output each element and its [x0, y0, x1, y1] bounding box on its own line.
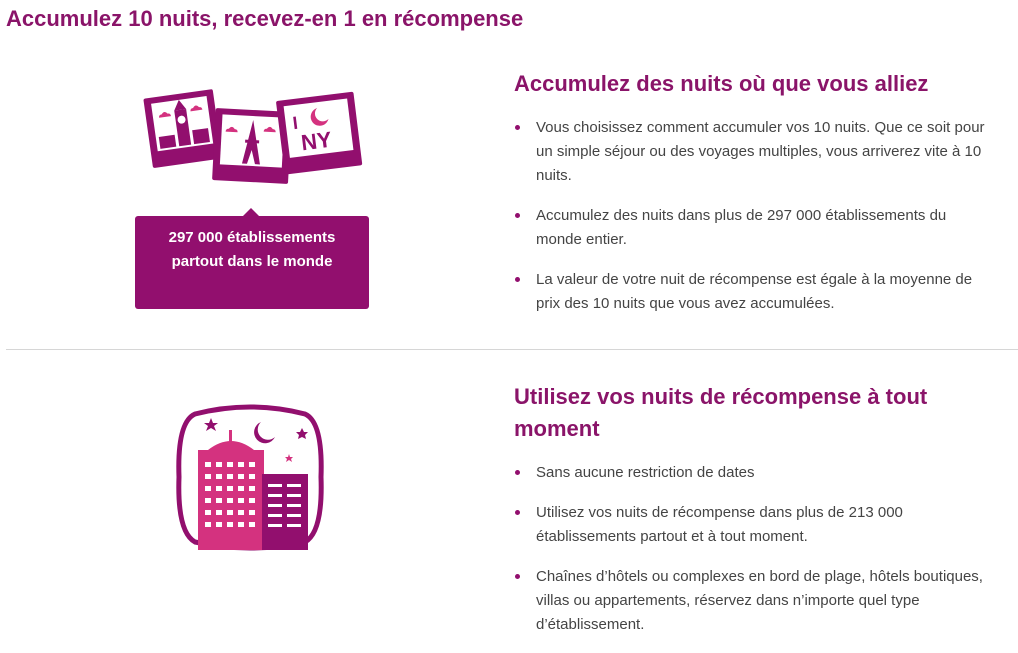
redeem-nights-bullets: [514, 461, 994, 653]
bullet-icon: [515, 574, 520, 579]
section-divider: [6, 349, 1018, 350]
ny-text: NY: [299, 126, 334, 156]
earn-nights-title: Accumulez des nuits où que vous alliez: [514, 71, 929, 96]
ny-photo: [276, 92, 362, 175]
list-item: Chaînes d’hôtels ou complexes en bord de plage, hôtels boutiques, villas ou appartements, réservez dans n’importe quel type d’établissement.: [514, 565, 994, 637]
list-item: Accumulez des nuits dans plus de 297 000 établissements du monde entier.: [514, 204, 994, 252]
earn-nights-bullets: [514, 116, 994, 332]
bullet-icon: [515, 470, 520, 475]
list-item: Sans aucune restriction de dates: [514, 461, 994, 485]
bullet-icon: [515, 213, 520, 218]
redeem-nights-section: [0, 370, 1018, 647]
city-photos-icon: [140, 82, 365, 192]
bullet-icon: [515, 277, 520, 282]
night-hotel-icon: [175, 402, 325, 552]
list-item: Utilisez vos nuits de récompense dans plus de 213 000 établissements partout et à tout moment.: [514, 501, 994, 549]
i-text: I: [291, 112, 299, 134]
london-photo: [143, 89, 222, 168]
page-title: Accumulez 10 nuits, recevez-en 1 en récompense: [6, 6, 524, 31]
list-item: La valeur de votre nuit de récompense est égale à la moyenne de prix des 10 nuits que vous avez accumulées.: [514, 268, 994, 316]
earn-nights-section: [0, 60, 1018, 340]
bullet-icon: [515, 510, 520, 515]
redeem-nights-title: Utilisez vos nuits de récompense à tout moment: [514, 384, 928, 441]
establishments-callout: 297 000 établissements partout dans le monde: [135, 216, 369, 309]
bullet-icon: [515, 125, 520, 130]
list-item: Vous choisissez comment accumuler vos 10 nuits. Que ce soit pour un simple séjour ou des voyages multiples, vous arriverez vite à 10 nuits.: [514, 116, 994, 188]
